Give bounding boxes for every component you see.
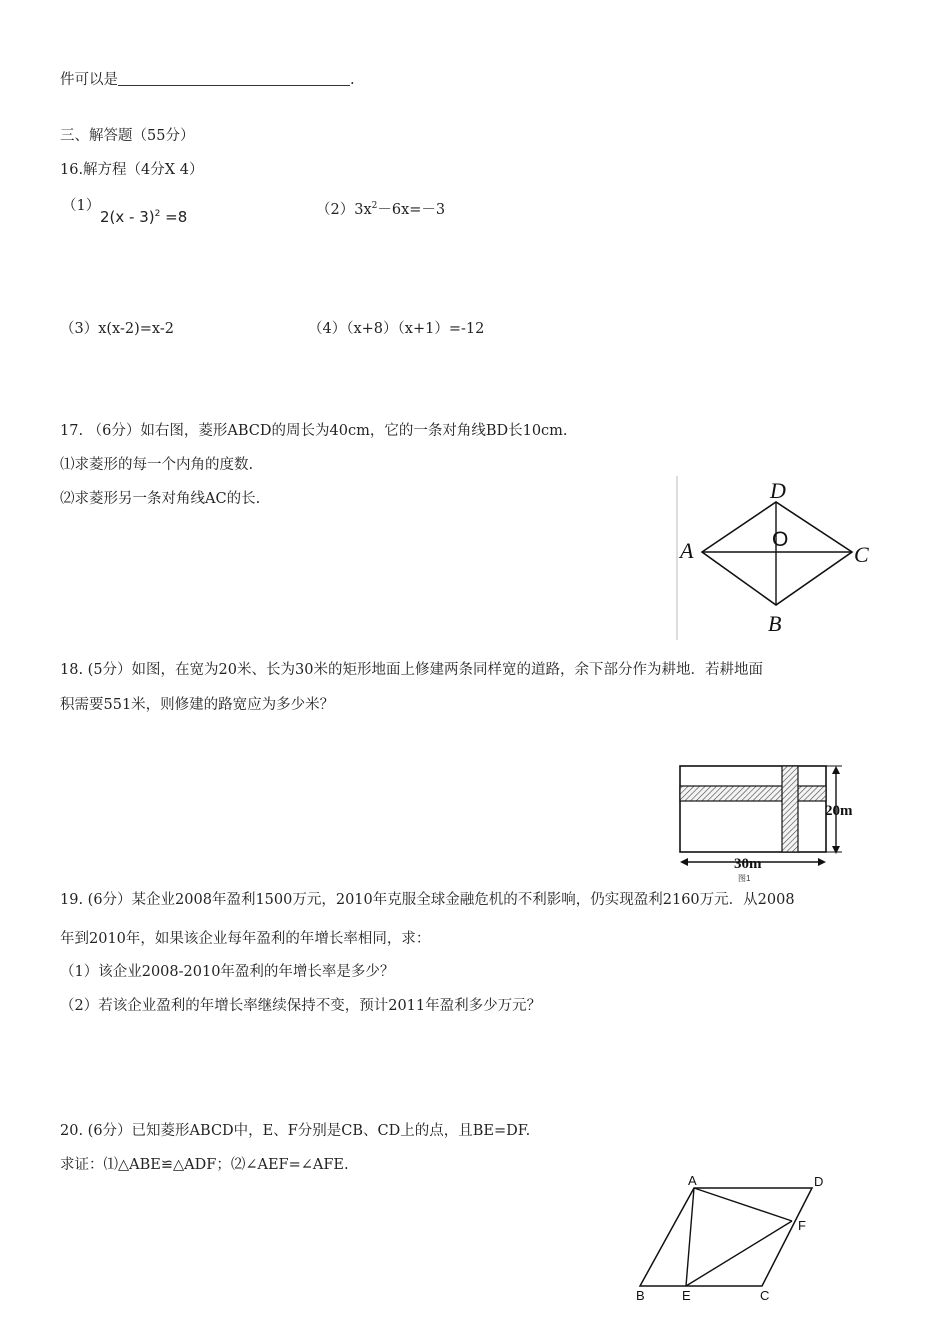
q19-line1: 19. (6分）某企业2008年盈利1500万元，2010年克服全球金融危机的不利影响，仍实现盈利2160万元．从2008 (60, 892, 795, 908)
label-a: A (680, 538, 694, 563)
label-b: B (636, 1288, 645, 1303)
label-d: D (770, 478, 786, 503)
q17-part2: ⑵求菱形另一条对角线AC的长. (60, 491, 261, 507)
q16-part3: （3）x(x-2)=x-2 (60, 321, 174, 337)
label-e: E (682, 1288, 691, 1303)
q20-line2: 求证：⑴△ABE≌△ADF；⑵∠AEF=∠AFE. (60, 1157, 349, 1173)
field-figure (676, 764, 866, 886)
q16-p1-equation (100, 204, 187, 227)
segment-ef (686, 1221, 792, 1286)
label-d: D (814, 1174, 824, 1189)
q19-part2: （2）若该企业盈利的年增长率继续保持不变，预计2011年盈利多少万元？ (60, 998, 542, 1014)
q19-part1: （1）该企业2008-2010年盈利的年增长率是多少？ (60, 964, 395, 980)
segment-ae (686, 1188, 694, 1286)
label-c: C (760, 1288, 770, 1303)
horizontal-road (680, 786, 826, 801)
q16-p2-label: （2）3x (316, 201, 372, 218)
label-o: O (772, 528, 789, 551)
rhombus-outline (702, 502, 852, 605)
q15-tail (60, 70, 355, 90)
rhombus-figure (676, 476, 886, 642)
answer-blank (118, 71, 350, 86)
width-arrow-bottom (832, 846, 840, 854)
q15-end: . (350, 72, 355, 88)
q16-p2-rest: －6x=－3 (377, 201, 446, 218)
length-arrow-right (818, 858, 826, 866)
width-label: 20m (825, 803, 853, 819)
label-f: F (798, 1218, 806, 1233)
q17-part1: ⑴求菱形的每一个内角的度数. (60, 457, 254, 473)
q16-p1-label: （1） (62, 198, 101, 214)
figure-caption: 图1 (738, 874, 751, 883)
q19-line2: 年到2010年，如果该企业每年盈利的年增长率相同，求： (60, 931, 431, 947)
rhombus-abcd (640, 1188, 812, 1286)
length-label: 30m (734, 856, 762, 872)
label-b: B (768, 611, 782, 636)
q20-line1: 20. (6分）已知菱形ABCD中，E、F分别是CB、CD上的点，且BE=DF. (60, 1123, 531, 1139)
label-c: C (854, 542, 869, 567)
segment-af (694, 1188, 792, 1221)
rhombus-proof-figure (630, 1172, 830, 1332)
length-arrow-left (680, 858, 688, 866)
width-arrow-top (832, 766, 840, 774)
section-heading: 三、解答题（55分） (60, 128, 195, 144)
q16-part1 (62, 196, 100, 216)
q18-line2: 积需要551米，则修建的路宽应为多少米？ (60, 697, 335, 713)
q16-p1-exponent: 2 (154, 209, 161, 219)
q17-title: 17. （6分）如右图，菱形ABCD的周长为40cm，它的一条对角线BD长10cm. (60, 423, 568, 439)
field-rectangle (680, 766, 826, 852)
q16-p1-lhs: 2(x - 3) (100, 208, 155, 226)
vertical-road (782, 766, 798, 852)
q16-p2-exponent: 2 (371, 201, 378, 211)
q15-text: 件可以是 (60, 72, 118, 88)
q16-part4: （4）（x+8）（x+1）=-12 (308, 321, 485, 337)
q18-line1: 18. (5分）如图，在宽为20米、长为30米的矩形地面上修建两条同样宽的道路，余下部分作为耕地．若耕地面 (60, 662, 763, 678)
q16-part2 (316, 196, 445, 220)
q16-p1-rhs: =8 (160, 208, 188, 226)
q16-title: 16.解方程（4分X 4） (60, 162, 204, 178)
label-a: A (688, 1173, 697, 1188)
